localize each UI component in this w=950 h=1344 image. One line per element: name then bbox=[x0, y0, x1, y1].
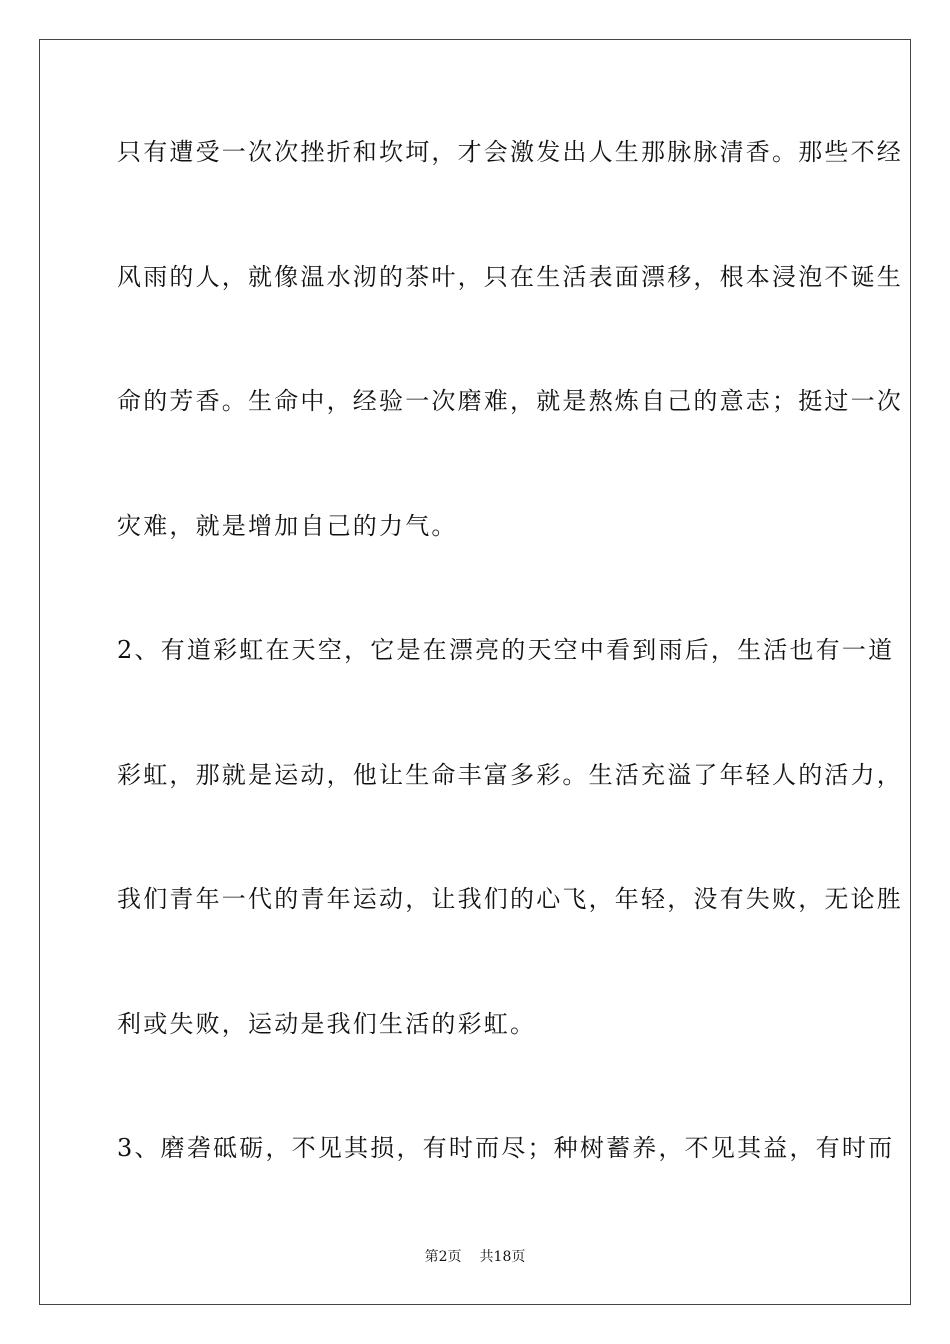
text-line-6: 彩虹，那就是运动，他让生命丰富多彩。生活充溢了年轻人的活力， bbox=[117, 760, 903, 789]
text-line-4: 灾难，就是增加自己的力气。 bbox=[117, 511, 458, 540]
document-body bbox=[117, 122, 903, 1243]
text-line-8: 利或失败，运动是我们生活的彩虹。 bbox=[117, 1009, 537, 1038]
text-line-3: 命的芳香。生命中，经验一次磨难，就是熬炼自己的意志；挺过一次 bbox=[117, 387, 903, 415]
page-footer bbox=[0, 1246, 950, 1266]
text-line-1: 只有遭受一次次挫折和坎坷，才会激发出人生那脉脉清香。那些不经 bbox=[117, 138, 903, 166]
page-number: 第2页 bbox=[424, 1249, 462, 1265]
page-total: 共18页 bbox=[479, 1249, 526, 1265]
text-line-2: 风雨的人，就像温水沏的茶叶，只在生活表面漂移，根本浸泡不诞生 bbox=[117, 262, 903, 291]
text-line-9: 3、磨砻砥砺，不见其损，有时而尽；种树蓄养，不见其益，有时而 bbox=[117, 1134, 895, 1162]
text-line-7: 我们青年一代的青年运动，让我们的心飞，年轻，没有失败，无论胜 bbox=[117, 885, 903, 913]
text-line-5: 2、有道彩虹在天空，它是在漂亮的天空中看到雨后，生活也有一道 bbox=[117, 636, 895, 664]
